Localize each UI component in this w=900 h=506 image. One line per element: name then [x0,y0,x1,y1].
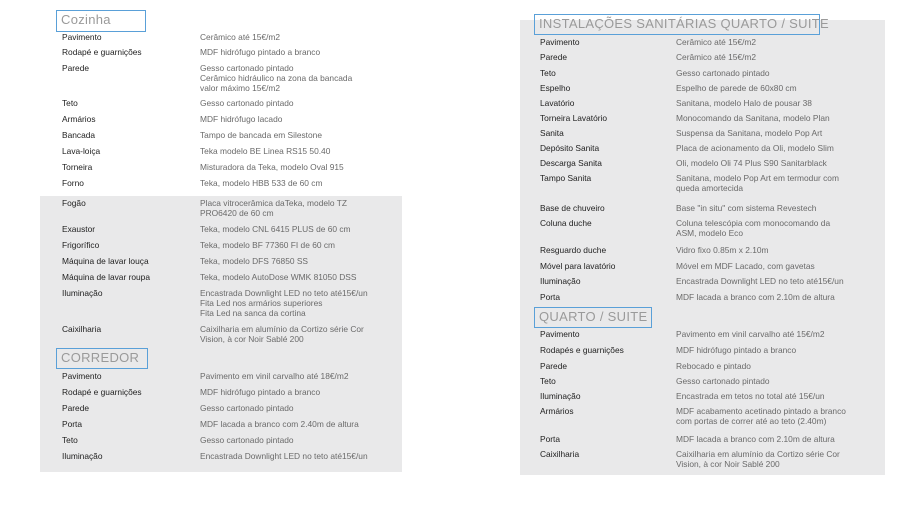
spec-value: Misturadora da Teka, modelo Oval 915 [200,162,344,172]
spec-value: Gesso cartonado pintado [676,376,770,386]
kitchen-title: Cozinha [56,10,146,32]
spec-label: Máquina de lavar louça [62,256,149,266]
spec-label: Parede [540,52,568,62]
spec-value: Teka, modelo CNL 6415 PLUS de 60 cm [200,224,351,234]
spec-label: Pavimento [540,329,580,339]
spec-value: Rebocado e pintado [676,361,751,371]
spec-value: Gesso cartonado pintado [200,403,294,413]
spec-label: Porta [540,434,561,444]
spec-value: MDF lacada a branco com 2.40m de altura [200,419,359,429]
spec-label: Teto [62,98,78,108]
spec-value: Monocomando da Sanitana, modelo Plan [676,113,830,123]
spec-value: Sanitana, modelo Pop Art em termodur com queda amortecida [676,173,839,194]
spec-value: Teka modelo BE Linea RS15 50.40 [200,146,331,156]
spec-value: Gesso cartonado pintado [200,435,294,445]
spec-label: Torneira [62,162,93,172]
spec-label: Tampo Sanita [540,173,592,183]
spec-value: Vidro fixo 0.85m x 2.10m [676,245,769,255]
spec-label: Iluminação [62,288,103,298]
spec-label: Lava-loiça [62,146,101,156]
spec-label: Armários [62,114,96,124]
bathroom-title: INSTALAÇÕES SANITÁRIAS QUARTO / SUITE [534,14,820,35]
spec-label: Porta [62,419,83,429]
spec-value: Gesso cartonado pintado [200,98,294,108]
spec-value: Caixilharia em alumínio da Cortizo série Cor Vision, à cor Noir Sablé 200 [676,449,840,470]
spec-value: Base "in situ" com sistema Revestech [676,203,817,213]
spec-label: Base de chuveiro [540,203,605,213]
spec-label: Parede [62,63,90,73]
spec-label: Sanita [540,128,564,138]
spec-label: Lavatório [540,98,575,108]
spec-value: Gesso cartonado pintado [676,68,770,78]
spec-label: Porta [540,292,561,302]
spec-value: Tampo de bancada em Silestone [200,130,322,140]
spec-value: MDF hidrófugo pintado a branco [676,345,797,355]
spec-value: MDF lacada a branco com 2.10m de altura [676,292,835,302]
spec-value: Teka, modelo AutoDose WMK 81050 DSS [200,272,357,282]
spec-label: Espelho [540,83,571,93]
spec-label: Pavimento [62,371,102,381]
spec-label: Torneira Lavatório [540,113,608,123]
spec-value: Encastrada Downlight LED no teto até15€/un Fita Led nos armários superiores Fita Led na sanca da cortina [200,288,368,319]
spec-label: Iluminação [540,391,581,401]
spec-label: Frigorífico [62,240,100,250]
spec-value: Caixilharia em alumínio da Cortizo série Cor Vision, à cor Noir Sablé 200 [200,324,364,345]
spec-label: Iluminação [62,451,103,461]
spec-label: Pavimento [540,37,580,47]
spec-value: MDF hidrófugo pintado a branco [200,47,321,57]
spec-label: Armários [540,406,574,416]
spec-label: Caixilharia [540,449,580,459]
spec-value: Suspensa da Sanitana, modelo Pop Art [676,128,823,138]
spec-value: Móvel em MDF Lacado, com gavetas [676,261,815,271]
spec-value: Pavimento em vinil carvalho até 15€/m2 [676,329,825,339]
spec-label: Rodapé e guarnições [62,47,142,57]
spec-label: Rodapé e guarnições [62,387,142,397]
spec-value: Gesso cartonado pintado Cerâmico hidráulico na zona da bancada valor máximo 15€/m2 [200,63,353,94]
spec-value: MDF acabamento acetinado pintado a branco com portas de correr até ao teto (2.40m) [676,406,846,427]
spec-value: Cerâmico até 15€/m2 [676,37,757,47]
spec-value: Encastrada Downlight LED no teto até15€/un [200,451,368,461]
spec-label: Exaustor [62,224,96,234]
spec-label: Parede [62,403,90,413]
corridor-title: CORREDOR [56,348,148,369]
spec-label: Caixilharia [62,324,102,334]
spec-label: Bancada [62,130,96,140]
spec-label: Rodapés e guarnições [540,345,624,355]
spec-label: Teto [540,68,556,78]
spec-label: Fogão [62,198,86,208]
spec-label: Móvel para lavatório [540,261,616,271]
spec-value: Espelho de parede de 60x80 cm [676,83,797,93]
spec-label: Iluminação [540,276,581,286]
spec-value: Teka, modelo BF 77360 FI de 60 cm [200,240,336,250]
spec-value: Encastrada em tetos no total até 15€/un [676,391,825,401]
spec-value: Encastrada Downlight LED no teto até15€/un [676,276,844,286]
spec-value: Cerâmico até 15€/m2 [200,32,281,42]
spec-label: Forno [62,178,84,188]
bedroom-title: QUARTO / SUITE [534,307,652,328]
spec-label: Resguardo duche [540,245,607,255]
spec-value: Pavimento em vinil carvalho até 18€/m2 [200,371,349,381]
spec-label: Teto [540,376,556,386]
spec-label: Depósito Sanita [540,143,600,153]
spec-label: Descarga Sanita [540,158,602,168]
spec-label: Pavimento [62,32,102,42]
spec-label: Máquina de lavar roupa [62,272,150,282]
spec-value: Teka, modelo DFS 76850 SS [200,256,309,266]
spec-value: Teka, modelo HBB 533 de 60 cm [200,178,323,188]
spec-value: Coluna telescópia com monocomando da ASM, modelo Eco [676,218,831,239]
spec-value: MDF hidrófugo pintado a branco [200,387,321,397]
spec-label: Teto [62,435,78,445]
spec-value: MDF lacada a branco com 2.10m de altura [676,434,835,444]
spec-value: Placa de acionamento da Oli, modelo Slim [676,143,834,153]
spec-label: Parede [540,361,568,371]
spec-value: Placa vitrocerâmica daTeka, modelo TZ PRO6420 de 60 cm [200,198,347,219]
spec-value: Oli, modelo Oli 74 Plus S90 Sanitarblack [676,158,827,168]
spec-value: Cerâmico até 15€/m2 [676,52,757,62]
spec-value: Sanitana, modelo Halo de pousar 38 [676,98,812,108]
spec-label: Coluna duche [540,218,592,228]
spec-value: MDF hidrófugo lacado [200,114,283,124]
